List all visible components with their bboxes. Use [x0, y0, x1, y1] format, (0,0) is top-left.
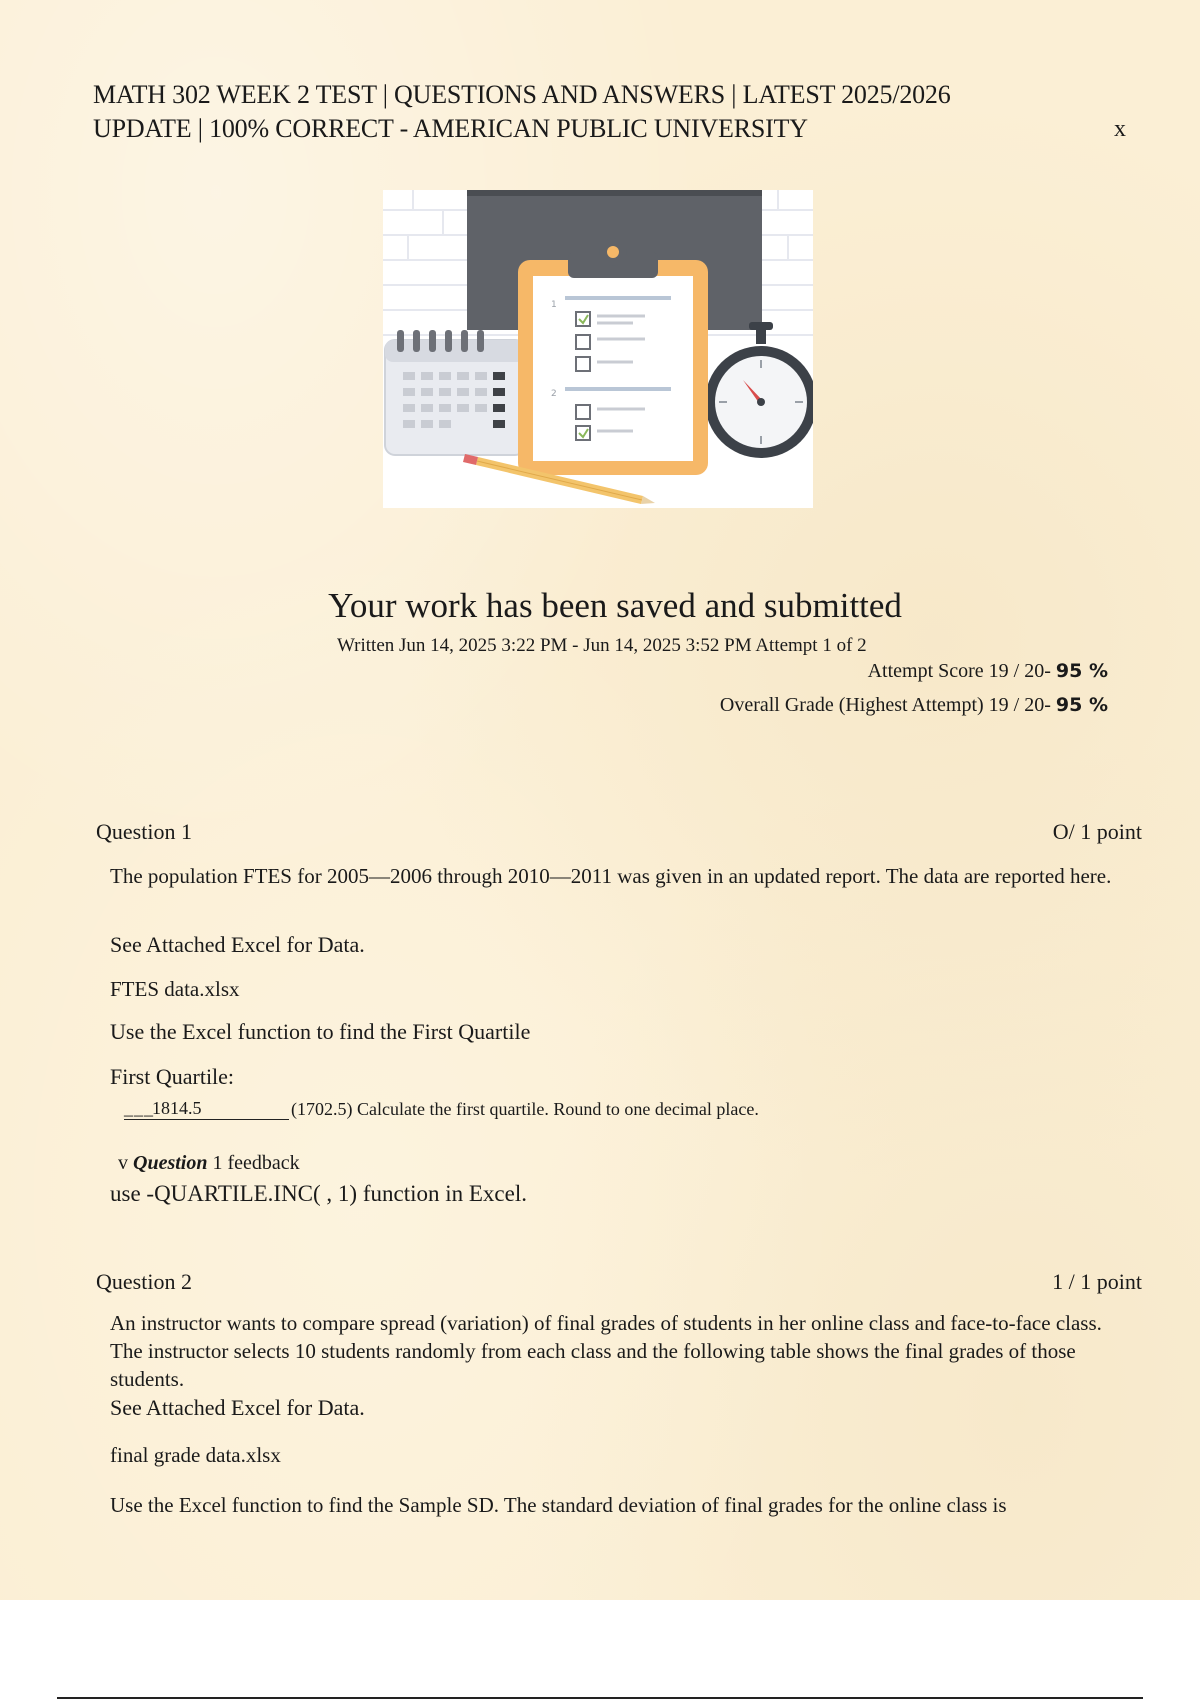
document-title-line-2: UPDATE | 100% CORRECT - AMERICAN PUBLIC UNIVERSITY	[93, 114, 808, 143]
checklist-number-1: 1	[551, 300, 557, 310]
attempt-score	[868, 658, 1108, 684]
question-1-answer-note: (1702.5) Calculate the first quartile. Round to one decimal place.	[291, 1099, 759, 1119]
question-1-answer-field[interactable]	[124, 1097, 289, 1120]
answer-blank-prefix: ___	[124, 1098, 154, 1118]
page-bottom-divider	[57, 1697, 1143, 1699]
overall-grade	[720, 692, 1108, 718]
question-2-prompt: An instructor wants to compare spread (variation) of final grades of students in her online class and face-to-face class. The instructor selects 10 students randomly from each class and the following table shows the final grades of those students.	[110, 1311, 1102, 1391]
overall-grade-percent: 95 %	[1055, 694, 1108, 716]
clipboard-checklist-icon	[518, 238, 708, 475]
attempt-score-label: Attempt Score 19 / 20-	[867, 660, 1056, 682]
submission-heading: Your work has been saved and submitted	[328, 586, 902, 625]
question-1-points: O/ 1 point	[1052, 819, 1142, 844]
question-2-attachment-note: See Attached Excel for Data.	[110, 1395, 365, 1420]
document-title-line-1: MATH 302 WEEK 2 TEST | QUESTIONS AND ANSWERS | LATEST 2025/2026	[93, 80, 951, 109]
question-2-file-link[interactable]: final grade data.xlsx	[110, 1443, 281, 1467]
question-1-label: Question 1	[96, 819, 192, 844]
attempt-score-percent: 95 %	[1055, 660, 1108, 682]
question-1-feedback-toggle[interactable]	[118, 1150, 300, 1176]
question-1-prompt: The population FTES for 2005—2006 through 2010—2011 was given in an updated report. The data are reported here.	[110, 864, 1112, 888]
question-1-attachment-note: See Attached Excel for Data.	[110, 932, 365, 957]
chevron-down-icon: v	[118, 1152, 133, 1174]
feedback-toggle-label: 1 feedback	[207, 1152, 300, 1174]
question-2-instruction: Use the Excel function to find the Sample SD. The standard deviation of final grades for the online class is	[110, 1493, 1007, 1517]
question-1-feedback-text: use -QUARTILE.INC( , 1) function in Excel.	[110, 1181, 527, 1206]
question-1-answer-row	[124, 1097, 759, 1120]
question-1-answer-label: First Quartile:	[110, 1064, 235, 1089]
document-title	[93, 78, 1073, 146]
question-1-answer-value: 1814.5	[152, 1098, 202, 1118]
close-icon[interactable]: x	[1114, 116, 1126, 142]
question-2-points: 1 / 1 point	[1052, 1269, 1142, 1294]
overall-grade-label: Overall Grade (Highest Attempt) 19 / 20-	[719, 694, 1056, 716]
question-1-file-link[interactable]: FTES data.xlsx	[110, 977, 240, 1001]
feedback-toggle-question-word: Question	[133, 1152, 208, 1174]
submission-timestamp: Written Jun 14, 2025 3:22 PM - Jun 14, 2025 3:52 PM Attempt 1 of 2	[337, 635, 867, 656]
question-2-label: Question 2	[96, 1269, 192, 1294]
calendar-icon	[385, 330, 525, 455]
question-1-instruction: Use the Excel function to find the First Quartile	[110, 1019, 531, 1044]
quiz-illustration	[383, 190, 813, 508]
checklist-number-2: 2	[551, 389, 557, 399]
